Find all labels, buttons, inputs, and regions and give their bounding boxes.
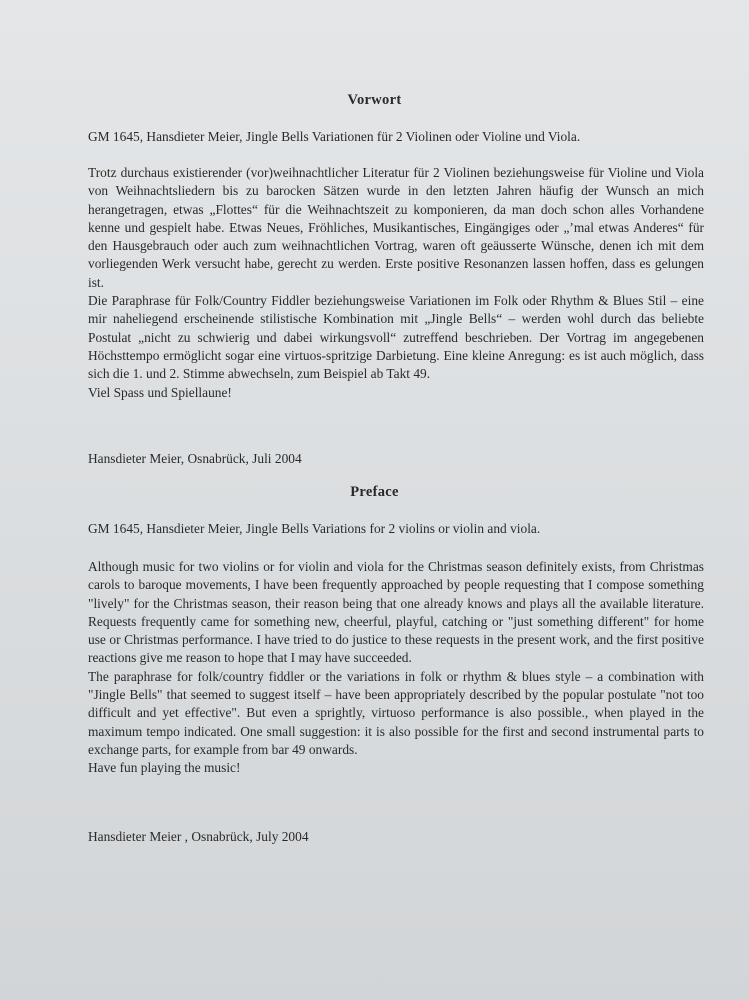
preface-signature: Hansdieter Meier , Osnabrück, July 2004 [88,829,309,844]
preface-signature-block [88,828,704,846]
preface-subtitle-block [88,520,704,538]
vorwort-subtitle-block [88,128,704,146]
vorwort-title: Vorwort [347,92,402,108]
preface-paragraph-1: Although music for two violins or for violin and viola for the Christmas season definitely exists, from Christmas carols to baroque movements, I have been frequently approached by people requesting that I compose something "lively" for the Christmas season, their reason being that one already knows and plays all the available literature. Requests frequently came for something new, cheerful, playful, catching or "just something different" for home use or Christmas performance. I have tried to do justice to these requests in the present work, and the first positive reactions give me reason to hope that I may have succeeded. [88,559,704,666]
vorwort-paragraph-2: Die Paraphrase für Folk/Country Fiddler beziehungsweise Variationen im Folk oder Rhythm & Blues Stil – eine mir naheliegend erscheinende stilistische Kombination mit „Jingle Bells“ – werden wohl durch das beliebte Postulat „nicht zu schwierig und dabei wirkungsvoll“ zutreffend beschrieben. Der Vortrag im angegebenen Höchsttempo ermöglicht sogar eine virtuos-spritzige Darbietung. Eine kleine Anregung: es ist auch möglich, dass sich die 1. und 2. Stimme abwechseln, zum Beispiel ab Takt 49. [88,293,704,382]
vorwort-paragraph-1: Trotz durchaus existierender (vor)weihnachtlicher Literatur für 2 Violinen beziehungsweise für Violine und Viola von Weihnachtsliedern bis zu barocken Sätzen wurde in den letzten Jahren häufig der Wunsch an mich herangetragen, etwas „Flottes“ für die Weihnachtszeit zu komponieren, da man doch schon alles Vorhandene kenne und gespielt habe. Etwas Neues, Fröhliches, Musikantisches, Eingängiges oder „’mal etwas Anderes“ für den Hausgebrauch oder auch zum weihnachtlichen Vortrag, waren oft geäusserte Wünsche, denen ich mit dem vorliegenden Werk versucht habe, gerecht zu werden. Erste positive Resonanzen lassen hoffen, dass es gelungen ist. [88,165,704,290]
vorwort-body [88,164,704,402]
preface-closing: Have fun playing the music! [88,760,241,776]
vorwort-subtitle: GM 1645, Hansdieter Meier, Jingle Bells Variationen für 2 Violinen oder Violine und Viola. [88,129,581,144]
preface-paragraph-2: The paraphrase for folk/country fiddler or the variations in folk or rhythm & blues style – a combination with "Jingle Bells" that seemed to suggest itself – have been appropriately described by the popular postulate "not too difficult and yet effective". But even a sprightly, virtuoso performance is also possible., when played in the maximum tempo indicated. One small suggestion: it is also possible for the first and second instrumental parts to exchange parts, for example from bar 49 onwards. [88,668,704,757]
vorwort-signature: Hansdieter Meier, Osnabrück, Juli 2004 [88,451,302,466]
preface-body [88,558,704,778]
vorwort-signature-block [88,450,704,468]
vorwort-closing: Viel Spass und Spiellaune! [88,384,232,400]
preface-title: Preface [350,484,399,500]
bleed-through-shadow: ​ [439,98,441,131]
preface-subtitle: GM 1645, Hansdieter Meier, Jingle Bells Variations for 2 violins or violin and viola. [88,521,541,536]
